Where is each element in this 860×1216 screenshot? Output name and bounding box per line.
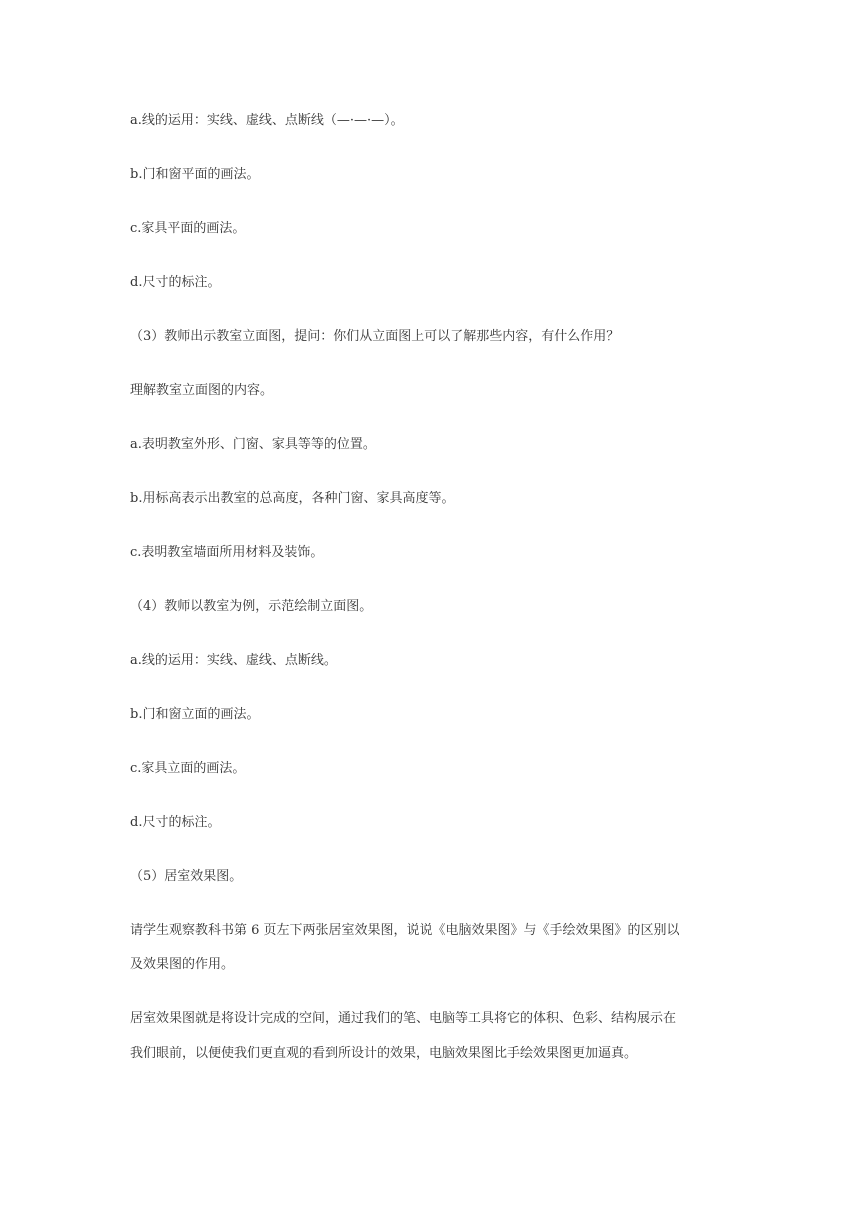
- text-line: 居室效果图就是将设计完成的空间，通过我们的笔、电脑等工具将它的体积、色彩、结构展示在: [130, 1011, 677, 1026]
- text-line: b.用标高表示出教室的总高度，各种门窗、家具高度等。: [130, 491, 455, 506]
- text-line: c.表明教室墙面所用材料及装饰。: [130, 545, 324, 560]
- text-line: d.尺寸的标注。: [130, 275, 221, 290]
- text-line: b.门和窗平面的画法。: [130, 167, 260, 182]
- text-line: d.尺寸的标注。: [130, 815, 221, 830]
- text-line: b.门和窗立面的画法。: [130, 707, 260, 722]
- text-line: a.线的运用：实线、虚线、点断线（—·—·—）。: [130, 113, 404, 128]
- text-line: 及效果图的作用。: [130, 957, 235, 972]
- text-line: （4）教师以教室为例，示范绘制立面图。: [130, 599, 373, 614]
- text-line: c.家具立面的画法。: [130, 761, 246, 776]
- text-line: c.家具平面的画法。: [130, 221, 246, 236]
- text-line: a.线的运用：实线、虚线、点断线。: [130, 653, 337, 668]
- text-line: a.表明教室外形、门窗、家具等等的位置。: [130, 437, 376, 452]
- text-line: 理解教室立面图的内容。: [130, 383, 274, 398]
- text-line: （3）教师出示教室立面图，提问：你们从立面图上可以了解那些内容，有什么作用？: [130, 329, 620, 344]
- text-line: 我们眼前，以便使我们更直观的看到所设计的效果，电脑效果图比手绘效果图更加逼真。: [130, 1046, 638, 1061]
- text-line: （5）居室效果图。: [130, 869, 243, 884]
- text-line: 请学生观察教科书第 6 页左下两张居室效果图，说说《电脑效果图》与《手绘效果图》的区别以: [130, 923, 680, 938]
